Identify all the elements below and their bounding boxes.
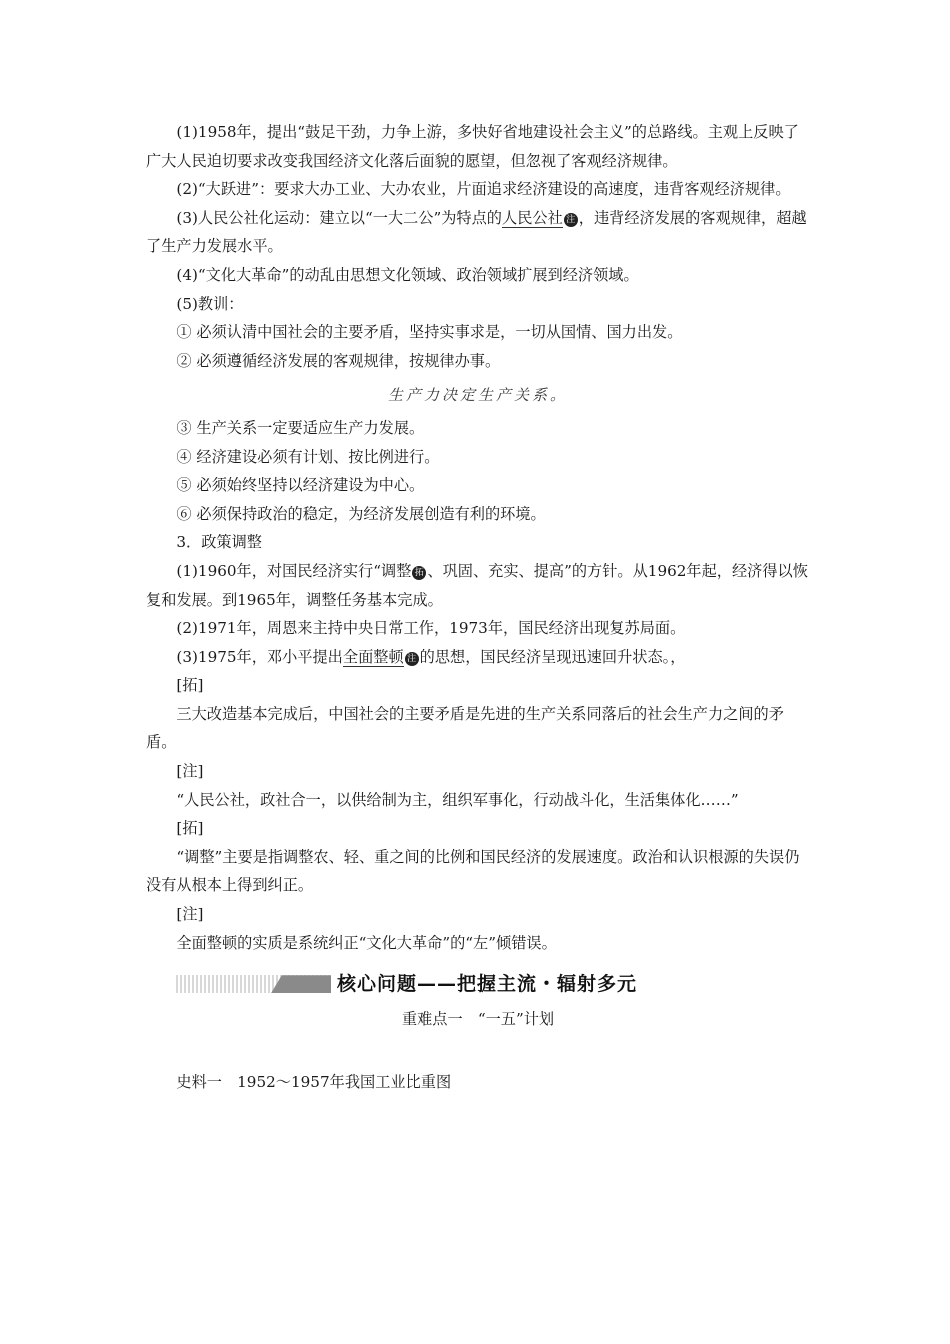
- note-text: “调整”主要是指调整农、轻、重之间的比例和国民经济的发展速度。政治和认识根源的失误仍没有从根本上得到纠正。: [146, 847, 800, 895]
- note-text: “人民公社，政社合一，以供给制为主，组织军事化，行动战斗化，生活集体化……”: [176, 790, 739, 809]
- lesson-item: ③ 生产关系一定要适应生产力发展。: [176, 418, 425, 437]
- handwritten-note: 生产力决定生产关系。: [387, 386, 568, 405]
- lesson-item: ⑤ 必须始终坚持以经济建设为中心。: [176, 476, 425, 495]
- banner-title: 核心问题: [337, 972, 418, 995]
- note-text: 全面整顿的实质是系统纠正“文化大革命”的“左”倾错误。: [176, 933, 557, 952]
- paragraph-lessons-heading: (5)教训：: [176, 294, 244, 313]
- underlined-term-communes: 人民公社: [502, 208, 563, 227]
- note-badge-icon[interactable]: 注: [405, 652, 419, 666]
- section-banner: [176, 969, 810, 999]
- paragraph-general-line: (1)1958年，提出“鼓足干劲，力争上游，多快好省地建设社会主义”的总路线。主观上反映了广大人民迫切要求改变我国经济文化落后面貌的愿望，但忽视了客观经济规律。: [146, 123, 799, 170]
- paragraph-cultural-revolution: (4)“文化大革命”的动乱由思想文化领域、政治领域扩展到经济领域。: [176, 265, 639, 284]
- lesson-item: ④ 经济建设必须有计划、按比例进行。: [176, 447, 440, 466]
- note-tag: [注]: [176, 762, 204, 781]
- paragraph-rectification-1975: (3)1975年，邓小平提出全面整顿 注 的思想，国民经济呈现迅速回升状态。，: [176, 647, 686, 666]
- paragraph-communes: (3)人民公社化运动：建立以“一大二公”为特点的人民公社 注 ，违背经济发展的客观规律，超越了生产力发展水平。: [146, 208, 807, 256]
- key-point-heading: 重难点一 “一五”计划: [401, 1010, 555, 1029]
- lesson-item: ⑥ 必须保持政治的稳定，为经济发展创造有利的环境。: [176, 504, 546, 523]
- lesson-item: ① 必须认清中国社会的主要矛盾，坚持实事求是，一切从国情、国力出发。: [176, 323, 683, 342]
- note-text: 三大改造基本完成后，中国社会的主要矛盾是先进的生产关系同落后的社会生产力之间的矛盾。: [146, 704, 784, 752]
- note-badge-icon[interactable]: 注: [564, 213, 578, 227]
- lesson-item: ② 必须遵循经济发展的客观规律，按规律办事。: [176, 351, 501, 370]
- note-tag: [拓]: [176, 676, 204, 695]
- paragraph-recovery-1971: (2)1971年，周恩来主持中央日常工作，1973年，国民经济出现复苏局面。: [176, 619, 686, 638]
- extension-badge-icon[interactable]: 拓: [412, 566, 426, 580]
- paragraph-great-leap: (2)“大跃进”：要求大办工业、大办农业，片面追求经济建设的高速度，违背客观经济规律。: [176, 180, 791, 199]
- note-tag: [拓]: [176, 819, 204, 838]
- banner-subtitle: ——把握主流・辐射多元: [417, 972, 638, 995]
- underlined-term-rectification: 全面整顿: [342, 647, 404, 666]
- document-body: [146, 118, 810, 1112]
- source-caption: 史料一 1952～1957年我国工业比重图: [176, 1072, 452, 1091]
- banner-stripe-decoration: [176, 975, 331, 993]
- paragraph-adjustment-1960: (1)1960年，对国民经济实行“调整 拓 、巩固、充实、提高”的方针。从1962年起，经济得以恢复和发展。到1965年，调整任务基本完成。: [146, 561, 808, 609]
- section-title-policy-adjustment: 3．政策调整: [176, 533, 262, 552]
- note-tag: [注]: [176, 905, 204, 924]
